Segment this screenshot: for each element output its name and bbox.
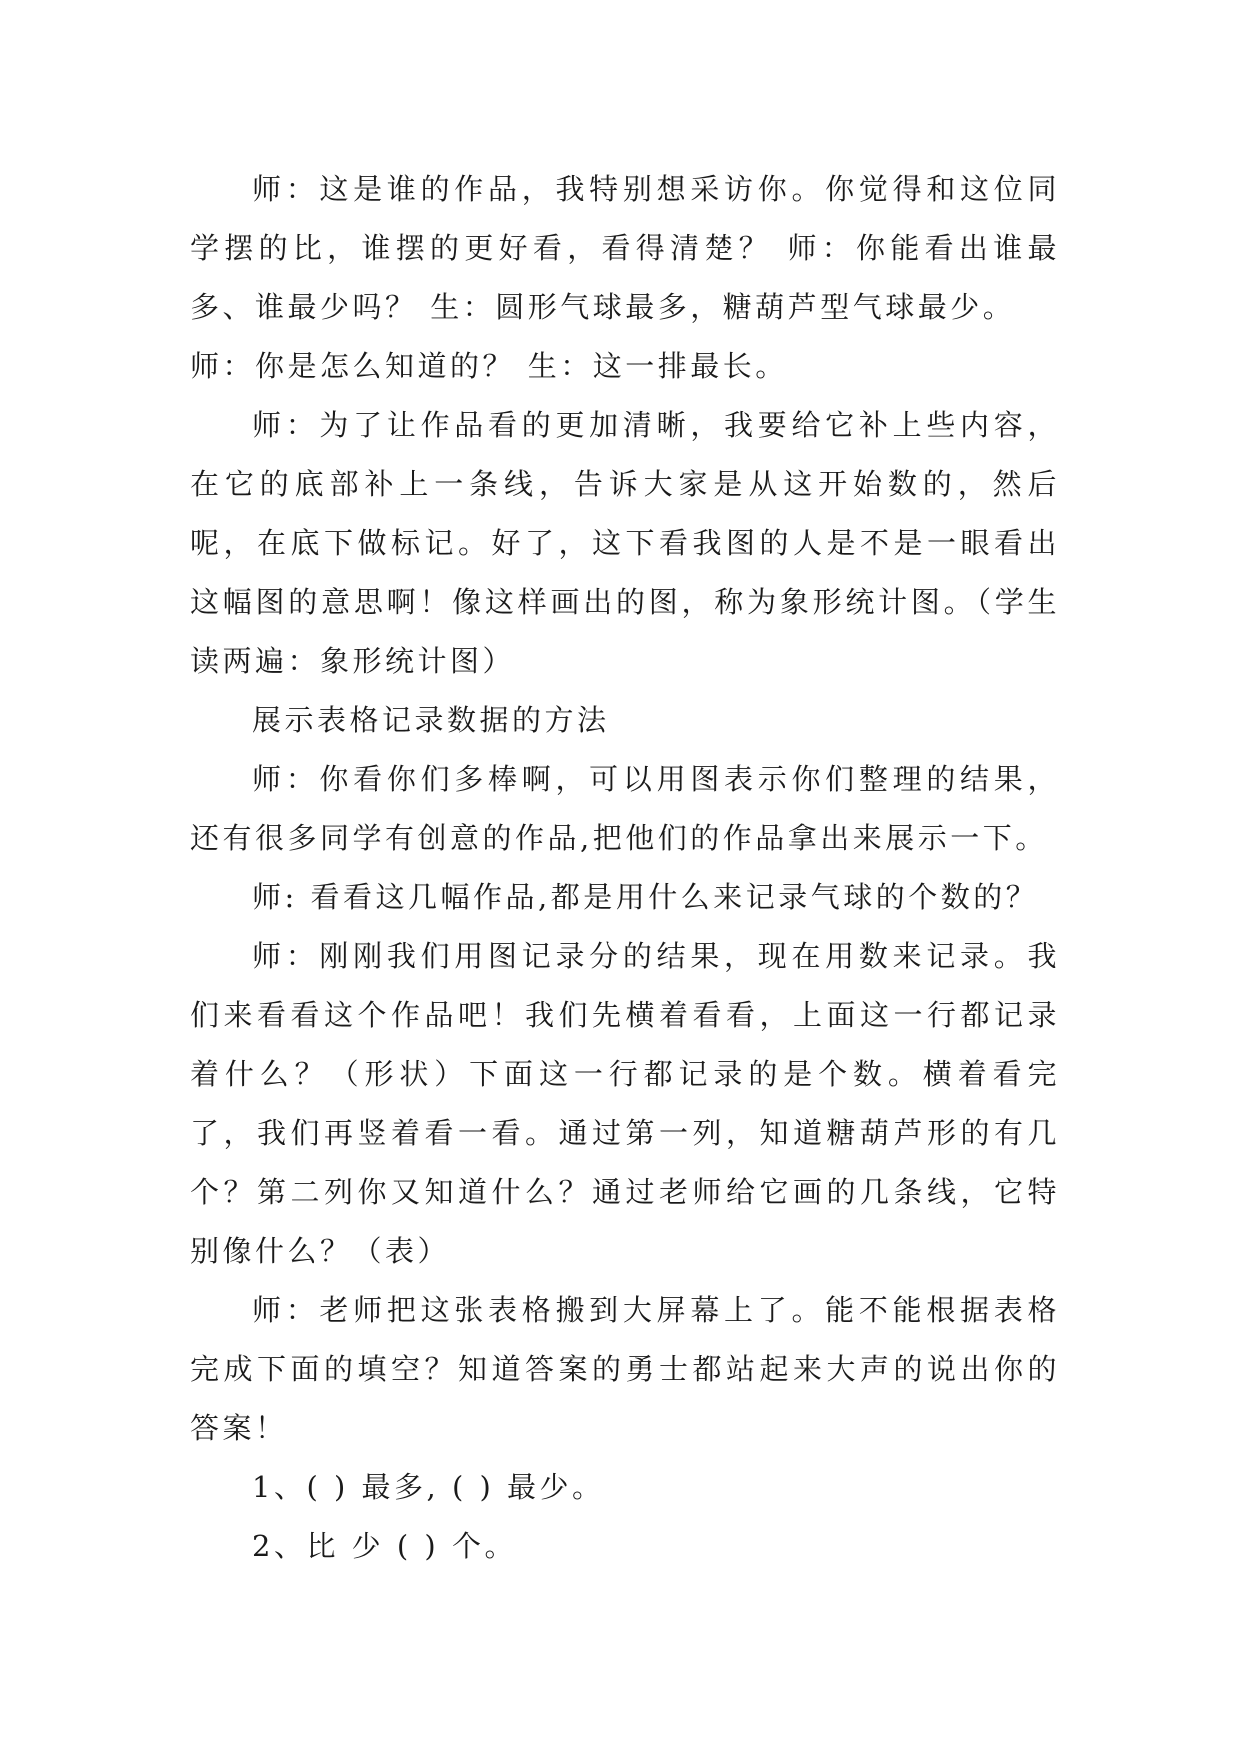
paragraph-3: 师：为了让作品看的更加清晰，我要给它补上些内容，在它的底部补上一条线，告诉大家是从这开始数的，然后呢，在底下做标记。好了，这下看我图的人是不是一眼看出这幅图的意思啊！像这样画出的图，称为象形统计图。（学生读两遍：象形统计图） <box>190 408 1060 678</box>
fill-blank-1: 1、( ) 最多, ( ) 最少。 <box>252 1470 605 1504</box>
section-heading: 展示表格记录数据的方法 <box>252 703 610 737</box>
paragraph-1: 师：这是谁的作品，我特别想采访你。你觉得和这位同学摆的比，谁摆的更好看，看得清楚？ 师：你能看出谁最多、谁最少吗？ 生：圆形气球最多，糖葫芦型气球最少。 <box>190 172 1060 324</box>
paragraph-7: 师：刚刚我们用图记录分的结果，现在用数来记录。我们来看看这个作品吧！我们先横着看看，上面这一行都记录着什么？（形状）下面这一行都记录的是个数。横着看完了，我们再竖着看一看。通过第一列，知道糖葫芦形的有几个？第二列你又知道什么？通过老师给它画的几条线，它特别像什么？（表） <box>190 939 1060 1268</box>
paragraph-2: 师：你是怎么知道的？ 生：这一排最长。 <box>190 349 788 383</box>
paragraph-6: 师: 看看这几幅作品,都是用什么来记录气球的个数的？ <box>252 880 1039 914</box>
paragraph-8: 师：老师把这张表格搬到大屏幕上了。能不能根据表格完成下面的填空？知道答案的勇士都站起来大声的说出你的答案！ <box>190 1293 1060 1445</box>
fill-blank-2: 2、比 少 ( ) 个。 <box>252 1529 517 1563</box>
document-page <box>190 160 1060 1576</box>
paragraph-5: 师：你看你们多棒啊，可以用图表示你们整理的结果，还有很多同学有创意的作品,把他们的作品拿出来展示一下。 <box>190 762 1060 855</box>
